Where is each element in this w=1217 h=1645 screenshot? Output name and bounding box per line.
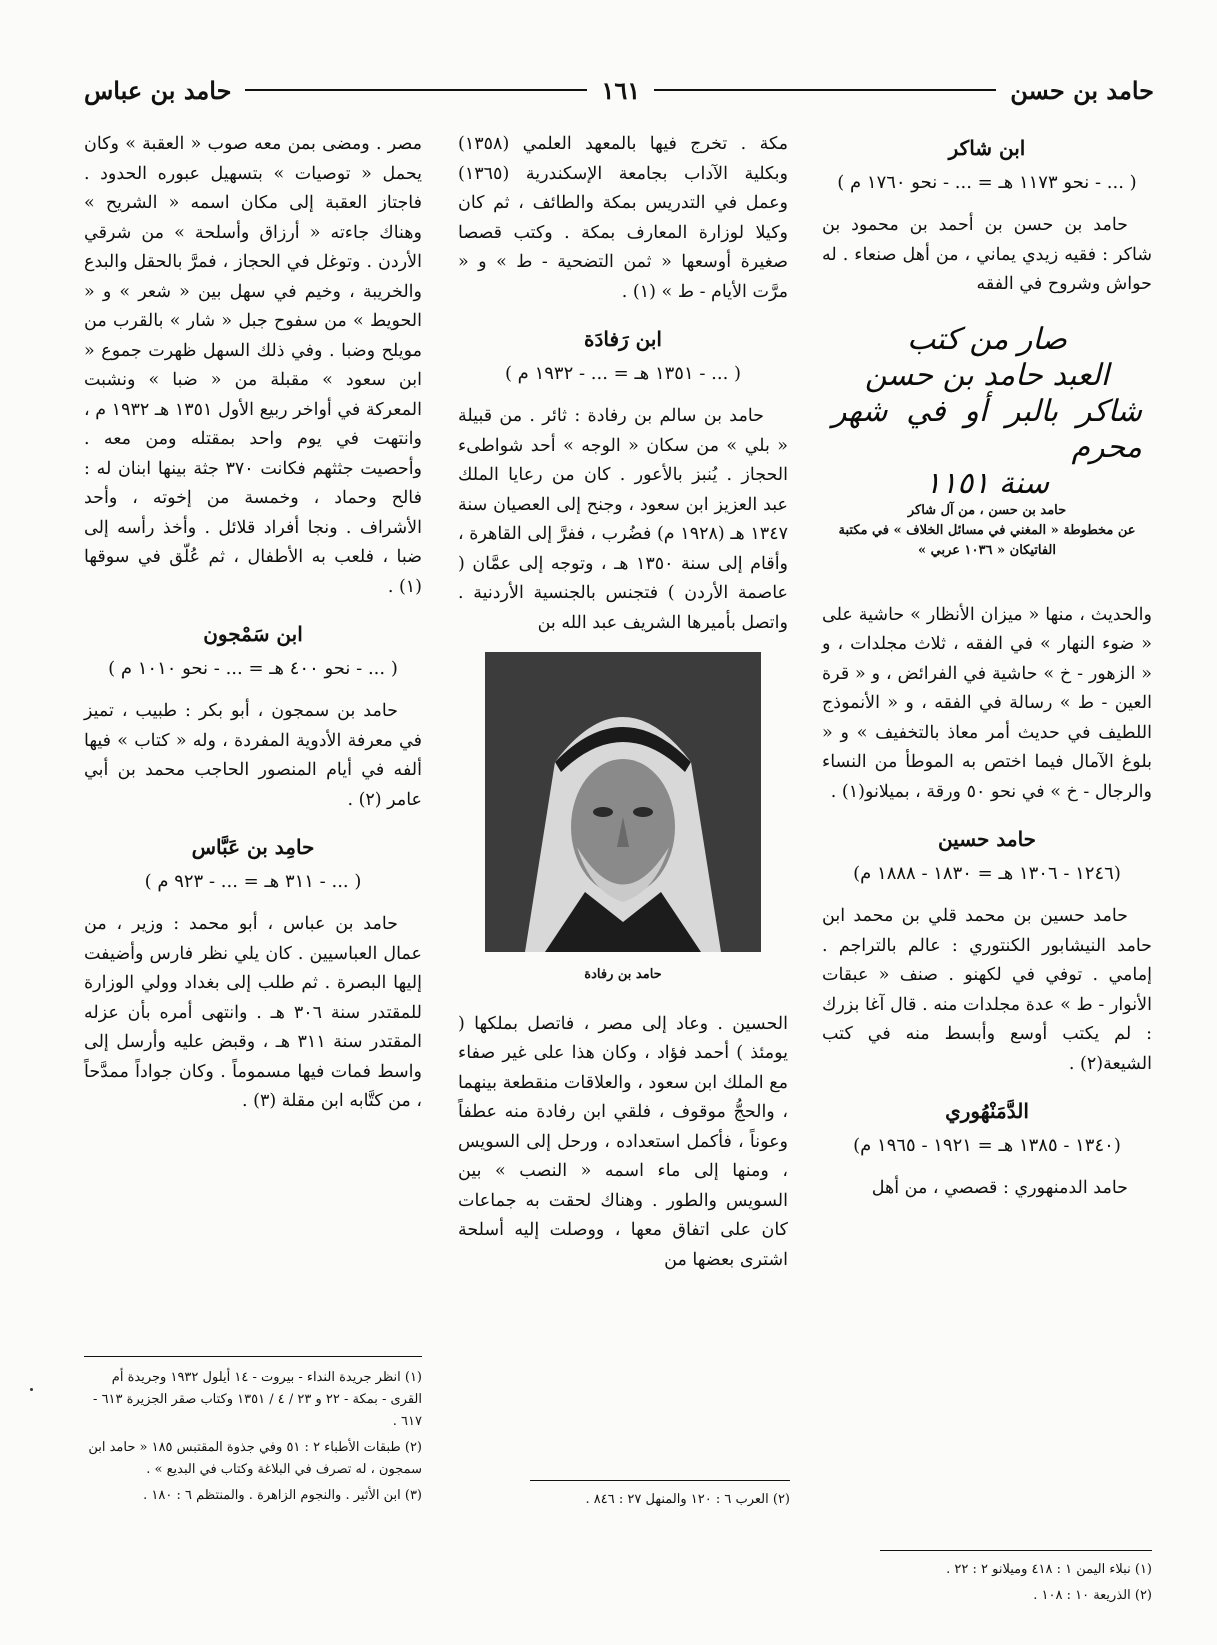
margin-speck	[30, 1388, 33, 1391]
signature-caption-line-3: الفاتيكان « ١٠٣٦ عربي »	[917, 542, 1056, 558]
entry-heading-ibn-rifada: ابن رَفادَة	[583, 327, 662, 351]
entry-text-hamid-husayn: حامد حسين بن محمد قلي بن محمد ابن حامد النيشابور الكنتوري : عالم بالتراجم . إمامي . توفي في لكهنو . صنف « عبقات الأنوار - ط » عدة مجلدات منه . قال آغا بزرك : لم يكتب أوسع وأبسط منه في كتب الشيعة(٢) .	[822, 906, 1152, 1074]
entry-dates-damanhuri: (١٣٤٠ - ١٣٨٥ هـ = ١٩٢١ - ١٩٦٥ م)	[853, 1134, 1121, 1156]
signature-line-3: شاكر بالبر أو في شهر محرم	[832, 394, 1142, 465]
entry-text-ibn-rifada-cont: مصر . ومضى بمن معه صوب « العقبة » وكان يحمل « توصيات » بتسهيل عبوره الحدود . فاجتاز العقبة إلى مكان اسمه « الشريح » وهناك جاءته « أرزاق وأسلحة » من شرقي الأردن . وتوغل في الحجاز ، فمرَّ بالحقل والبدع والخريبة ، وخيم في سهل بين « شعر » و « الحويط » من سفوح جبل « شار » بالقرب من مويلح وضبا . وفي ذلك السهل ظهرت جموع « ابن سعود » مقبلة من « ضبا » ونشبت المعركة في أواخر ربيع الأول ١٣٥١ هـ ١٩٣٢ م ، وانتهت في يوم واحد بمقتله ومن معه . وأحصيت جثثهم فكانت ٣٧٠ جثة بينها ابنان له : فالح وحماد ، وخمسة من إخوته ، وأحد الأشراف . ونجا أفراد قلائل . وأخذ رأسه إلى ضبا ، فلعب به الأطفال ، ثم عُلّق في سوقها (١) .	[84, 134, 423, 597]
footnote-left-1: (١) انظر جريدة النداء - بيروت - ١٤ أيلول ١٩٣٢ وجريدة أم القرى - بمكة - ٢٢ و ٢٣ / ٤ / ١٣٥١ وكتاب صقر الجزيرة ٦١٣ - ٦١٧ .	[93, 1370, 422, 1429]
entry-heading-damanhuri: الدَّمَنْهُوري	[945, 1099, 1029, 1123]
signature-caption	[822, 501, 1152, 561]
portrait-photo	[485, 652, 761, 952]
portrait-caption: حامد بن رفادة	[584, 967, 662, 982]
entry-text-damanhuri-cont: مكة . تخرج فيها بالمعهد العلمي (١٣٥٨) وبكلية الآداب بجامعة الإسكندرية (١٣٦٥) وعمل في التدريس بمكة والطائف ، ثم كان وكيلا لوزارة المعارف بمكة . وكتب قصصا صغيرة أوسعها « ثمن التضحية - ط » و « مرَّت الأيام - ط » (١) .	[458, 134, 788, 302]
footnote-middle-2: (٢) العرب ٦ : ١٢٠ والمنهل ٢٧ : ٨٤٦ .	[585, 1492, 790, 1507]
entry-text-ibn-rifada-1: حامد بن سالم بن رفادة : ثائر . من قبيلة « بلي » من سكان « الوجه » أحد شواطىء الحجاز . يُنبز بالأعور . كان من رعايا الملك عبد العزيز ابن سعود ، وجنح إلى العصيان سنة ١٣٤٧ هـ (١٩٢٨ م) فضُرب ، ففرَّ إلى القاهرة ، وأقام إلى سنة ١٣٥٠ هـ ، وتوجه إلى عمَّان ( عاصمة الأردن ) فتجنس بالجنسية الأردنية . واتصل بأميرها الشريف عبد الله بن	[458, 406, 789, 633]
header-left-title: حامد بن عباس	[83, 75, 232, 105]
entry-heading-hamid-ibn-abbas: حامِد بن عَبَّاس	[191, 835, 315, 859]
entry-dates-ibn-shakir: ( ... - نحو ١١٧٣ هـ = ... - نحو ١٧٦٠ م )	[837, 171, 1137, 193]
entry-dates-hamid-ibn-abbas: ( ... - ٣١١ هـ = ... - ٩٢٣ م )	[144, 870, 362, 892]
entry-heading-hamid-husayn: حامد حسين	[937, 827, 1037, 851]
entry-dates-ibn-samjun: ( ... - نحو ٤٠٠ هـ = ... - نحو ١٠١٠ م )	[108, 657, 398, 679]
signature-line-2: العبد حامد بن حسن	[864, 358, 1110, 393]
entry-dates-ibn-rifada: ( ... - ١٣٥١ هـ = ... - ١٩٣٢ م )	[504, 362, 742, 384]
footnotes-right	[880, 1550, 1152, 1611]
entry-text-ibn-shakir-1: حامد بن حسن بن أحمد بن محمود بن شاكر : فقيه زيدي يماني ، من أهل صنعاء . له حواش وشروح في الفقه	[822, 215, 1152, 294]
page-number: ١٦١	[601, 75, 641, 105]
middle-column	[458, 130, 788, 1285]
left-column	[84, 130, 422, 1127]
entry-text-ibn-samjun: حامد بن سمجون ، أبو بكر : طبيب ، تميز في معرفة الأدوية المفردة ، وله « كتاب » فيها ألفه في أيام المنصور الحاجب محمد بن أبي عامر (٢) .	[84, 701, 422, 810]
entry-text-ibn-shakir-2: والحديث ، منها « ميزان الأنظار » حاشية على « ضوء النهار » في الفقه ، ثلاث مجلدات ، و « الزهور - خ » حاشية في الفرائض ، و « قرة العين - ط » رسالة في الفقه ، و « الأنموذج اللطيف في حديث أمر معاذ بالتخفيف » و « بلوغ الآمال فيما اختص به الموطأ من النساء والرجال - خ » في نحو ٥٠ ورقة ، بميلانو(١) .	[822, 604, 1152, 802]
header-right-title: حامد بن حسن	[1010, 75, 1154, 105]
header-rule-right	[654, 89, 996, 91]
right-column	[822, 130, 1152, 1214]
entry-text-ibn-rifada-2: الحسين . وعاد إلى مصر ، فاتصل بملكها ( يومئذ ) أحمد فؤاد ، وكان هذا على غير صفاء مع الملك ابن سعود ، والعلاقات منقطعة بينهما ، والحجُّ موقوف ، فلقي ابن رفادة منه عطفاً وعوناً ، فأكمل استعداده ، ورحل إلى السويس ، ومنها إلى ماء اسمه « النصب » بين السويس والطور . وهناك لحقت به جماعات كان على اتفاق معها ، ووصلت إليه أسلحة اشترى بعضها من	[458, 1013, 788, 1270]
entry-heading-ibn-samjun: ابن سَمْجون	[203, 622, 303, 646]
header-rule-left	[245, 89, 587, 91]
footnote-right-2: (٢) الذريعة ١٠ : ١٠٨ .	[1033, 1588, 1152, 1603]
signature-line-4: سنة ١١٥١	[924, 466, 1050, 501]
signature-caption-line-2: عن مخطوطة « المغني في مسائل الخلاف » في مكتبة	[838, 522, 1136, 538]
footnote-left-2: (٢) طبقات الأطباء ٢ : ٥١ وفي جذوة المقتبس ١٨٥ « حامد ابن سمجون ، له تصرف في البلاغة وكتاب في البديع » .	[88, 1440, 422, 1477]
footnote-right-1: (١) نبلاء اليمن ١ : ٤١٨ وميلانو ٢ : ٢٢ .	[946, 1562, 1152, 1577]
entry-dates-hamid-husayn: (١٢٤٦ - ١٣٠٦ هـ = ١٨٣٠ - ١٨٨٨ م)	[853, 862, 1121, 884]
manuscript-signature	[832, 322, 1142, 501]
entry-text-damanhuri: حامد الدمنهوري : قصصي ، من أهل	[871, 1178, 1128, 1198]
entry-text-hamid-ibn-abbas: حامد بن عباس ، أبو محمد : وزير ، من عمال العباسيين . كان يلي نظر فارس وأضيفت إليها البصرة . ثم طلب إلى بغداد وولي الوزارة للمقتدر سنة ٣٠٦ هـ . وانتهى أمره بأن عزله المقتدر سنة ٣١١ هـ ، وقبض عليه وأرسل إلى واسط فمات فيها مسموماً . وكان جواداً ممدَّحاً ، من كتَّابه ابن مقلة (٣) .	[84, 914, 422, 1111]
footnotes-left	[84, 1356, 422, 1511]
signature-caption-line-1: حامد بن حسن ، من آل شاكر	[907, 502, 1067, 518]
running-header	[84, 70, 1154, 110]
footnote-left-3: (٣) ابن الأثير . والنجوم الزاهرة . والمنتظم ٦ : ١٨٠ .	[143, 1488, 422, 1503]
footnotes-middle	[530, 1480, 790, 1515]
entry-heading-ibn-shakir: ابن شاكر	[948, 136, 1026, 160]
signature-line-1: صار من كتب	[907, 322, 1067, 357]
portrait-illustration	[485, 652, 761, 952]
